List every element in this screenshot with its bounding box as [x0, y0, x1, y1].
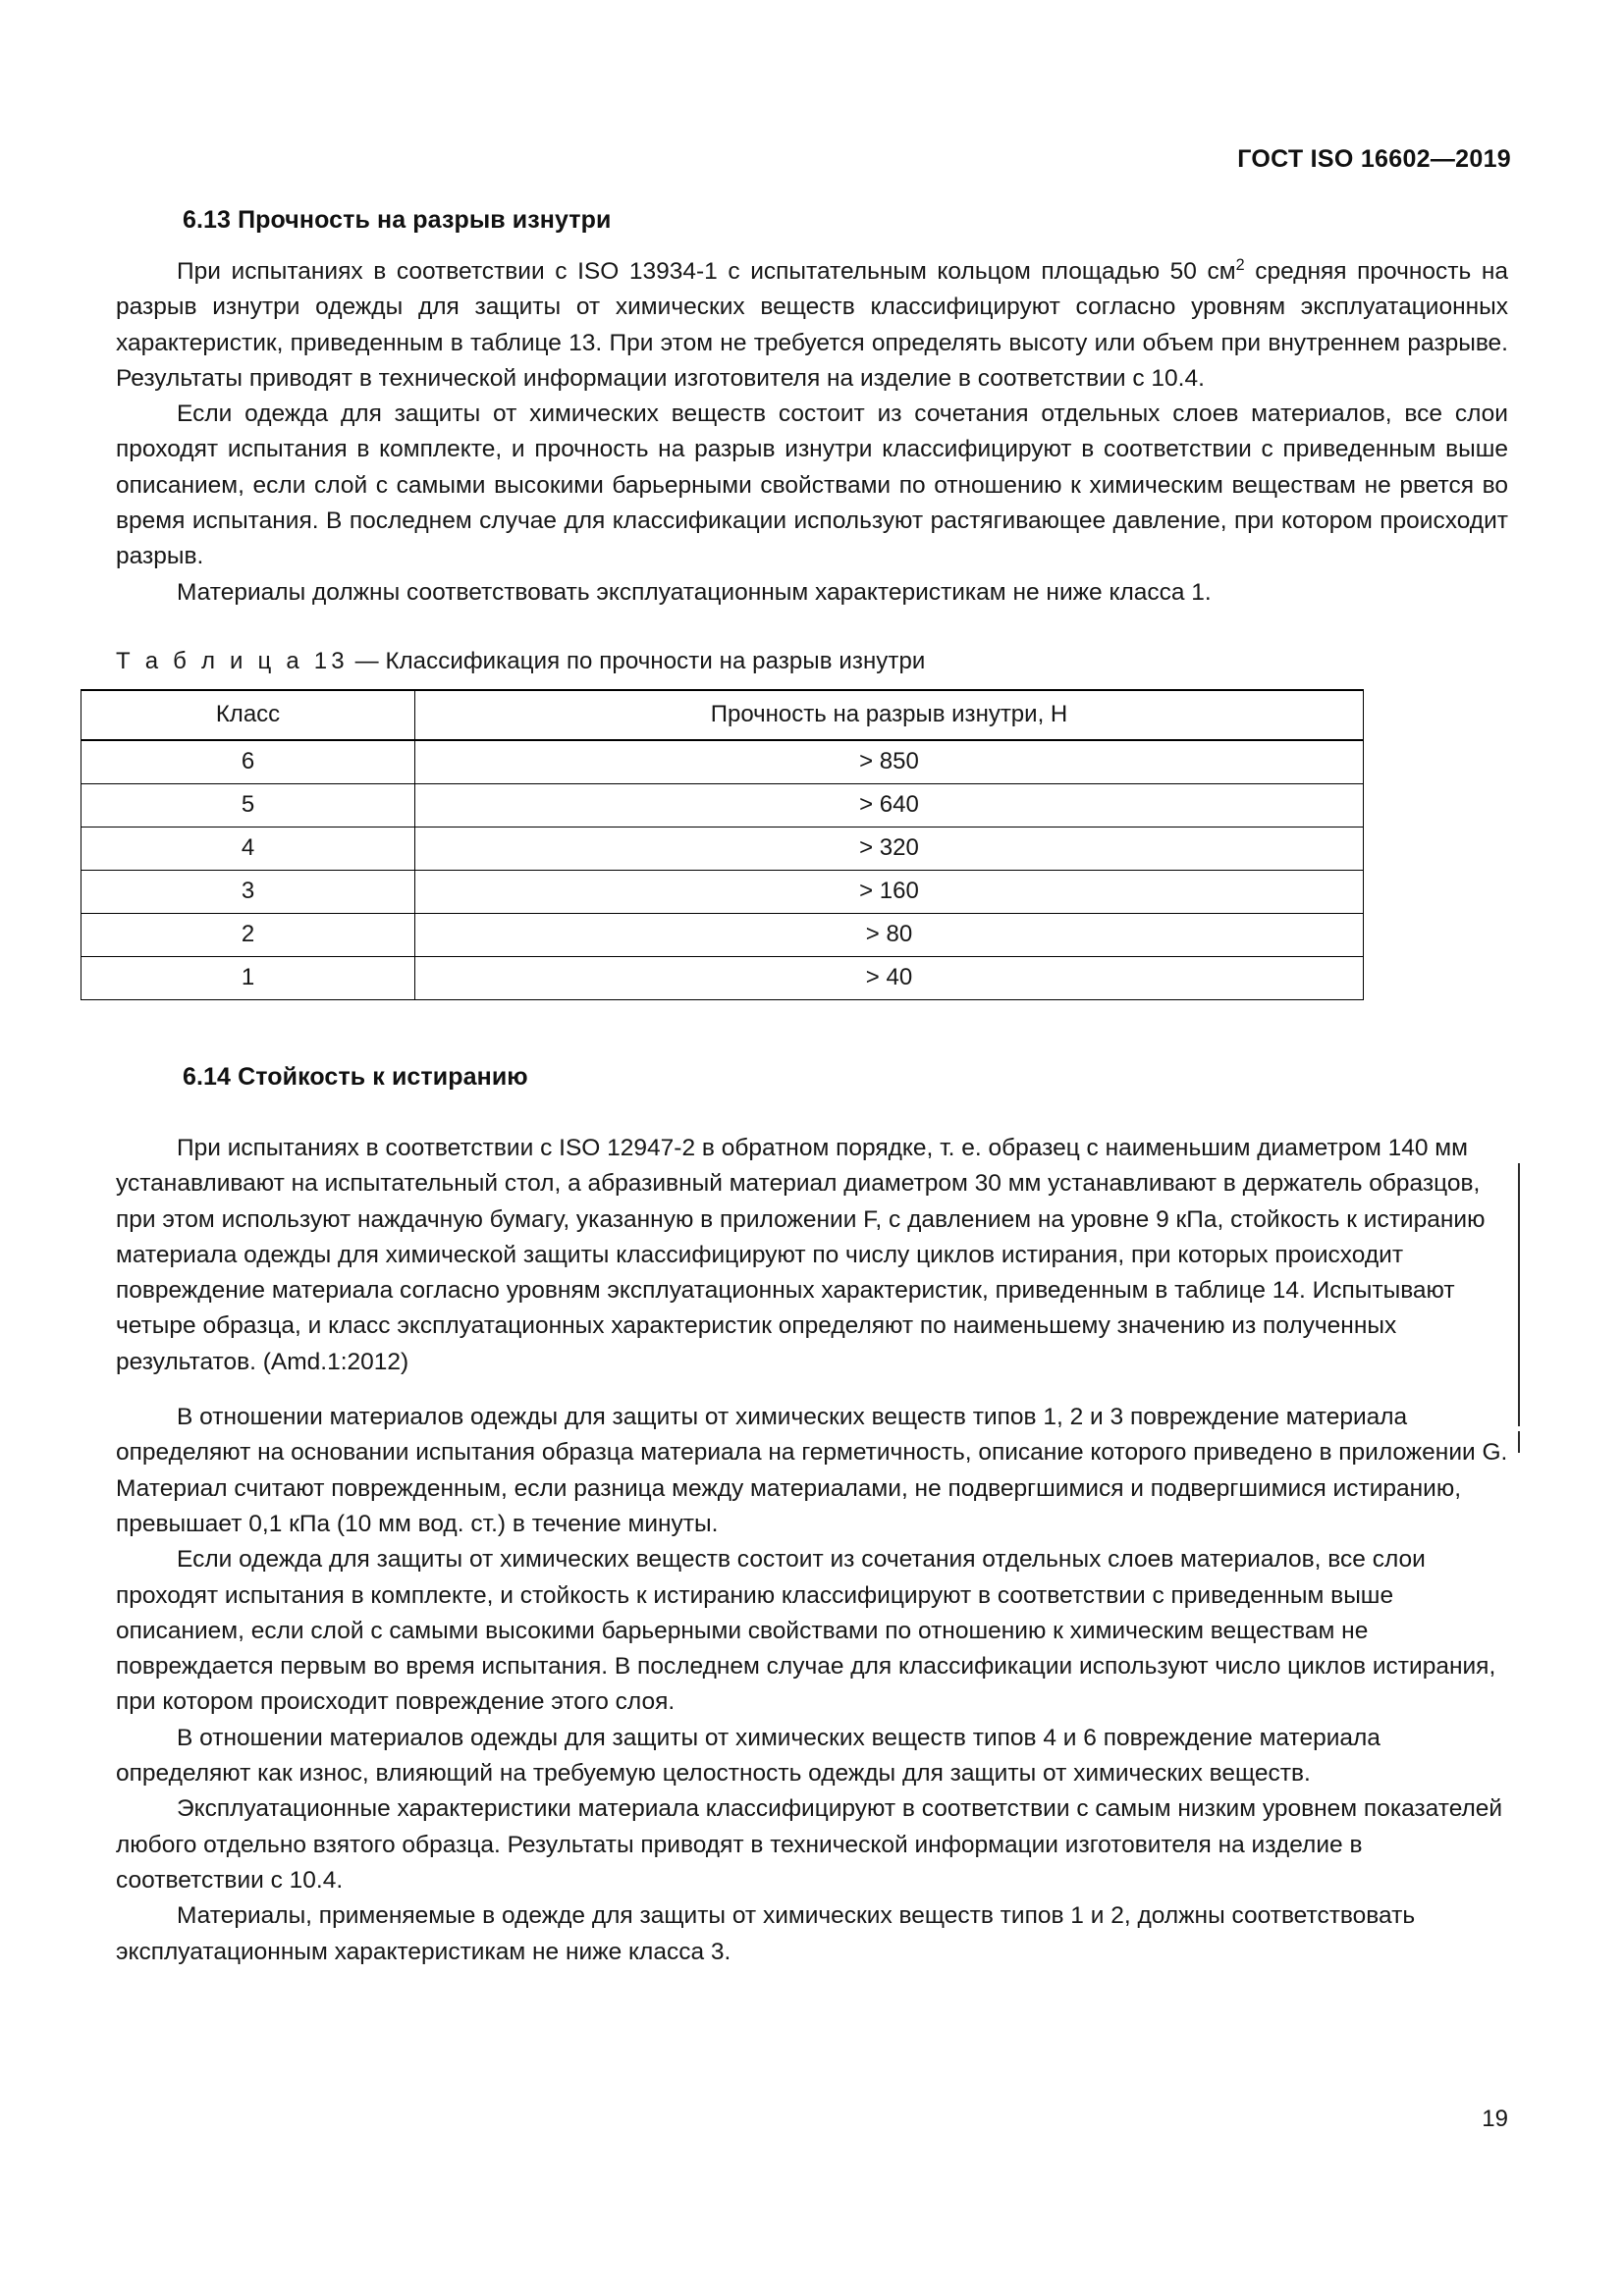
table-row: [81, 783, 1364, 827]
table-13-col-header-strength: Прочность на разрыв изнутри, Н: [415, 690, 1364, 740]
paragraph-6-14-2: В отношении материалов одежды для защиты от химических веществ типов 1, 2 и 3 повреждение материала определяют на основании испытания образца материала на герметичность, описание которого приведено в приложении G. Материал считают поврежденным, если разница между материалами, не подвергшимися и подвергшимися истиранию, превышает 0,1 кПа (10 мм вод. ст.) в течение минуты.: [116, 1404, 1508, 1537]
change-bar-upper: [1518, 1163, 1520, 1426]
table-13-caption-label: Т а б л и ц а 13: [116, 647, 349, 674]
table-13-cell-class: 6: [81, 740, 415, 784]
table-13-cell-value: > 640: [415, 783, 1364, 827]
table-13-caption-text: Классификация по прочности на разрыв изнутри: [385, 647, 926, 674]
paragraph-6-13-1-part-a: При испытаниях в соответствии с ISO 13934-1 с испытательным кольцом площадью 50 см: [177, 258, 1236, 285]
change-bar-lower: [1518, 1431, 1520, 1453]
page-number: 19: [1482, 2106, 1508, 2132]
table-13-cell-value: > 40: [415, 956, 1364, 999]
page-content: [116, 206, 1508, 1970]
table-13-cell-value: > 850: [415, 740, 1364, 784]
section-title-6-14: 6.14 Стойкость к истиранию: [183, 1062, 528, 1091]
table-13-col-header-class: Класс: [81, 690, 415, 740]
table-13-caption-dash: —: [348, 647, 386, 674]
table-13-caption: [116, 648, 1508, 675]
paragraph-6-14-4: В отношении материалов одежды для защиты от химических веществ типов 4 и 6 повреждение материала определяют как износ, влияющий на требуемую целостность одежды для защиты от химических веществ.: [116, 1724, 1380, 1788]
table-row: [81, 870, 1364, 913]
paragraph-6-13-1-part-b: средняя прочность на разрыв изнутри одежды для защиты от химических веществ классифицируют согласно уровням эксплуатационных характеристик, приведенным в таблице 13. При этом не требуется определять высоту или объем при внутреннем разрыве. Результаты приводят в технической информации изготовителя на изделие в соответствии с 10.4.: [116, 258, 1508, 392]
table-row: [81, 913, 1364, 956]
table-13-cell-class: 5: [81, 783, 415, 827]
table-13-cell-class: 4: [81, 827, 415, 870]
table-row: [81, 740, 1364, 784]
table-row: [81, 956, 1364, 999]
section-title-6-13: 6.13 Прочность на разрыв изнутри: [183, 206, 612, 234]
paragraph-6-13-3: Материалы должны соответствовать эксплуатационным характеристикам не ниже класса 1.: [177, 578, 1212, 606]
paragraph-6-13-2: Если одежда для защиты от химических веществ состоит из сочетания отдельных слоев материалов, все слои проходят испытания в комплекте, и прочность на разрыв изнутри классифицируют в соответствии с приведенным выше описанием, если слой с самыми высокими барьерными свойствами по отношению к химическим веществам не рвется во время испытания. В последнем случае для классификации используют растягивающее давление, при котором происходит разрыв.: [116, 400, 1508, 570]
paragraph-6-14-3: Если одежда для защиты от химических веществ состоит из сочетания отдельных слоев материалов, все слои проходят испытания в комплекте, и стойкость к истиранию классифицируют в соответствии с приведенным выше описанием, если слой с самыми высокими барьерными свойствами по отношению к химическим веществам не повреждается первым во время испытания. В последнем случае для классификации используют число циклов истирания, при котором происходит повреждение этого слоя.: [116, 1546, 1496, 1716]
table-row: [81, 827, 1364, 870]
paragraph-6-14-6: Материалы, применяемые в одежде для защиты от химических веществ типов 1 и 2, должны соответствовать эксплуатационным характеристикам не ниже класса 3.: [116, 1902, 1416, 1965]
table-13-cell-value: > 320: [415, 827, 1364, 870]
paragraph-6-14-5: Эксплуатационные характеристики материала классифицируют в соответствии с самым низким уровнем показателей любого отдельно взятого образца. Результаты приводят в технической информации изготовителя на изделие в соответствии с 10.4.: [116, 1795, 1503, 1894]
table-13-cell-class: 3: [81, 870, 415, 913]
superscript-square: 2: [1235, 255, 1245, 274]
table-13-cell-class: 1: [81, 956, 415, 999]
table-13-cell-value: > 160: [415, 870, 1364, 913]
paragraph-6-13-1: [116, 254, 1508, 397]
page-header: [0, 145, 1511, 174]
table-13-cell-class: 2: [81, 913, 415, 956]
table-13-header-row: [81, 690, 1364, 740]
paragraph-6-14-1: При испытаниях в соответствии с ISO 12947-2 в обратном порядке, т. е. образец с наименьшим диаметром 140 мм устанавливают на испытательный стол, а абразивный материал диаметром 30 мм устанавливают в держатель образцов, при этом используют наждачную бумагу, указанную в приложении F, с давлением на уровне 9 кПа, стойкость к истиранию материала одежды для химической защиты классифицируют по числу циклов истирания, при которых происходит повреждение материала согласно уровням эксплуатационных характеристик, приведенным в таблице 14. Испытывают четыре образца, и класс эксплуатационных характеристик определяют по наименьшему значению из полученных результатов. (Amd.1:2012): [116, 1134, 1486, 1375]
table-13: [81, 689, 1364, 1000]
table-13-cell-value: > 80: [415, 913, 1364, 956]
standard-reference: ГОСТ ISO 16602—2019: [1237, 145, 1511, 173]
